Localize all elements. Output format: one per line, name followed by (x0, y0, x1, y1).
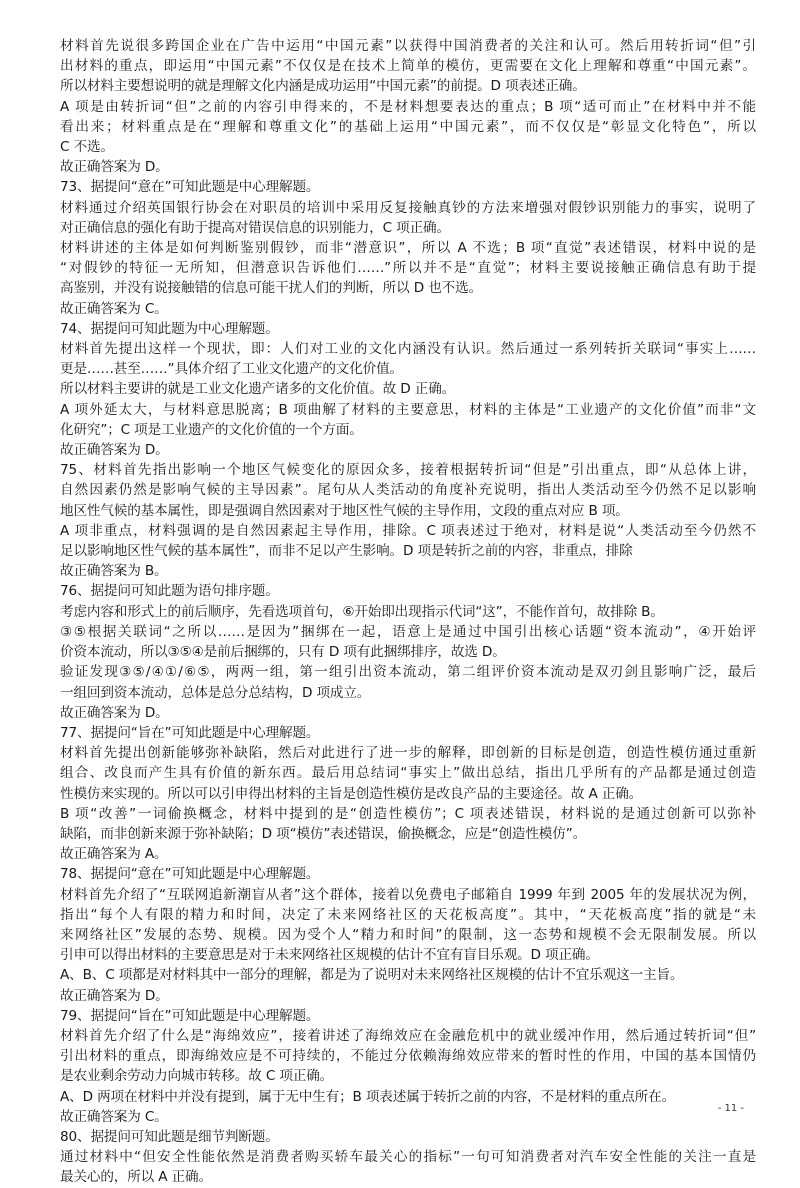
text-line: 性模仿来实现的。所以可以引申得出材料的主旨是创造性模仿是改良产品的主要途径。故 A 正确。 (60, 785, 643, 802)
text-line: A 项外延太大，与材料意思脱离；B 项曲解了材料的主要意思，材料的主体是“工业遗产的文化价值”而非“文 (60, 401, 756, 418)
text-line: 指出“每个人有限的精力和时间，决定了未来网络社区的天花板高度”。其中，“天花板高度”指的就是“未 (60, 906, 756, 923)
text-line: 高鉴别，并没有说接触错的信息可能干扰人们的判断，所以 D 也不选。 (60, 280, 482, 297)
text-line: 故正确答案为 C。 (60, 1108, 168, 1125)
text-line: 故正确答案为 C。 (60, 300, 168, 317)
text-line: 地区性气候的基本属性，即是强调自然因素对于地区性气候的主导作用，文段的重点对应 B 项。 (60, 502, 629, 519)
text-line: 材料首先说很多跨国企业在广告中运用“中国元素”以获得中国消费者的关注和认可。然后用转折词“但”引 (60, 38, 756, 54)
text-line: 是农业剩余劳动力向城市转移。故 C 项正确。 (60, 1068, 334, 1085)
text-line: 价资本流动，所以③⑤④是前后捆绑的，只有 D 项有此捆绑排序，故选 D。 (60, 644, 506, 661)
text-line: 故正确答案为 A。 (60, 846, 168, 863)
text-line: 所以材料主要讲的就是工业文化遗产诸多的文化价值。故 D 正确。 (60, 381, 456, 398)
text-line: 材料通过介绍英国银行协会在对职员的培训中采用反复接触真钞的方法来增强对假钞识别能力的事实，说明了 (60, 199, 756, 216)
text-line: 77、据提问“旨在”可知此题是中心理解题。 (60, 724, 320, 741)
text-line: 78、据提问“意在”可知此题是中心理解题。 (60, 866, 320, 883)
text-line: “对假钞的特征一无所知，但潜意识告诉他们……”所以并不是“直觉”；材料主要说接触正确信息有助于提 (60, 260, 756, 277)
text-line: 缺陷，而非创新来源于弥补缺陷；D 项“模仿”表述错误，偷换概念，应是“创造性模仿”。 (60, 825, 587, 842)
text-line: 来网络社区”发展的态势、规模。因为受个人“精力和时间”的限制，这一态势和规模不会无限制发展。所以 (60, 926, 756, 943)
text-line: 组合、改良而产生具有价值的新东西。最后用总结词“事实上”做出总结，指出几乎所有的产品都是通过创造 (60, 765, 756, 782)
text-line: 材料首先提出创新能够弥补缺陷，然后对此进行了进一步的解释，即创新的目标是创造，创造性模仿通过重新 (60, 745, 756, 762)
text-line: 通过材料中“但安全性能依然是消费者购买轿车最关心的指标”一句可知消费者对汽车安全性能的关注一直是 (60, 1149, 756, 1166)
text-line: 引出材料的重点，即海绵效应是不可持续的，不能过分依赖海绵效应带来的暂时性的作用，中国的基本国情仍 (60, 1048, 756, 1065)
text-line: 故正确答案为 D。 (60, 159, 169, 176)
text-line: C 不选。 (60, 139, 114, 156)
text-line: 足以影响地区性气候的基本属性”，而非不足以产生影响。D 项是转折之前的内容，非重点，排除 (60, 543, 633, 560)
text-line: 自然因素仍然是影响气候的主导因素”。尾句从人类活动的角度补充说明，指出人类活动至今仍然不足以影响 (60, 482, 756, 499)
text-line: 故正确答案为 D。 (60, 704, 169, 721)
page-number: - 11 - (717, 1103, 744, 1114)
text-line: 看出来；材料重点是在“理解和尊重文化”的基础上运用“中国元素”，而不仅仅是“彰显文化特色”，所以 (60, 118, 756, 135)
text-line: 75、材料首先指出影响一个地区气候变化的原因众多，接着根据转折词“但是”引出重点，即“从总体上讲， (60, 462, 756, 479)
text-line: 最关心的，所以 A 正确。 (60, 1169, 212, 1186)
text-line: 材料首先提出这样一个现状，即：人们对工业的文化内涵没有认识。然后通过一系列转折关联词“事实上…… (60, 341, 756, 358)
text-line: 考虑内容和形式上的前后顺序，先看选项首句，⑥开始即出现指示代词“这”，不能作首句，故排除 B。 (60, 603, 664, 620)
text-line: 材料首先介绍了什么是“海绵效应”，接着讲述了海绵效应在金融危机中的就业缓冲作用，然后通过转折词“但” (60, 1027, 756, 1044)
text-line: 出材料的重点，即运用“中国元素”不仅仅是在技术上简单的模仿，更需要在文化上理解和尊重“中国元素”。 (60, 58, 756, 75)
text-line: A、B、C 项都是对材料其中一部分的理解，都是为了说明对未来网络社区规模的估计不宜乐观这一主旨。 (60, 967, 684, 984)
text-line: 79、据提问“旨在”可知此题是中心理解题。 (60, 1007, 320, 1024)
text-line: 化研究”；C 项是工业遗产的文化价值的一个方面。 (60, 421, 363, 438)
text-line: 材料讲述的主体是如何判断鉴别假钞，而非“潜意识”，所以 A 不选；B 项“直觉”表述错误，材料中说的是 (60, 240, 756, 257)
text-line: 故正确答案为 D。 (60, 442, 169, 459)
text-line: 76、据提问可知此题为语句排序题。 (60, 583, 279, 600)
text-line: 故正确答案为 D。 (60, 987, 169, 1004)
text-line: 材料首先介绍了“互联网追新潮盲从者”这个群体，接着以免费电子邮箱自 1999 年到 2005 年的发展状况为例， (60, 886, 756, 903)
text-line: 引申可以得出材料的主要意思是对于未来网络社区规模的估计不宜有盲目乐观。D 项正确。 (60, 947, 599, 964)
document-body (60, 36, 756, 1188)
text-line: 故正确答案为 B。 (60, 563, 168, 580)
text-line: 73、据提问“意在”可知此题是中心理解题。 (60, 179, 320, 196)
text-line: B 项“改善”一词偷换概念，材料中提到的是“创造性模仿”；C 项表述错误，材料说的是通过创新可以弥补 (60, 805, 756, 822)
text-line: 74、据提问可知此题为中心理解题。 (60, 320, 279, 337)
text-line: A 项非重点，材料强调的是自然因素起主导作用，排除。C 项表述过于绝对，材料是说“人类活动至今仍然不 (60, 522, 756, 539)
text-line: 一组回到资本流动，总体是总分总结构，D 项成立。 (60, 684, 371, 701)
text-line: 对正确信息的强化有助于提高对错误信息的识别能力，C 项正确。 (60, 219, 450, 236)
text-line: 验证发现③⑤/④①/⑥⑤，两两一组，第一组引出资本流动，第二组评价资本流动是双刃剑且影响广泛，最后 (60, 664, 756, 681)
text-line: 所以材料主要想说明的就是理解文化内涵是成功运用“中国元素”的前提。D 项表述正确。 (60, 78, 586, 95)
text-line: 80、据提问可知此题是细节判断题。 (60, 1128, 279, 1145)
text-line: 更是……甚至……”具体介绍了工业文化遗产的文化价值。 (60, 361, 403, 378)
text-line: A 项是由转折词“但”之前的内容引申得来的，不是材料想要表达的重点；B 项“适可而止”在材料中并不能 (60, 98, 756, 115)
text-line: ③⑤根据关联词“之所以……是因为”捆绑在一起，语意上是通过中国引出核心话题“资本流动”，④开始评 (60, 623, 756, 640)
text-line: A、D 两项在材料中并没有提到，属于无中生有；B 项表述属于转折之前的内容，不是材料的重点所在。 (60, 1088, 676, 1105)
